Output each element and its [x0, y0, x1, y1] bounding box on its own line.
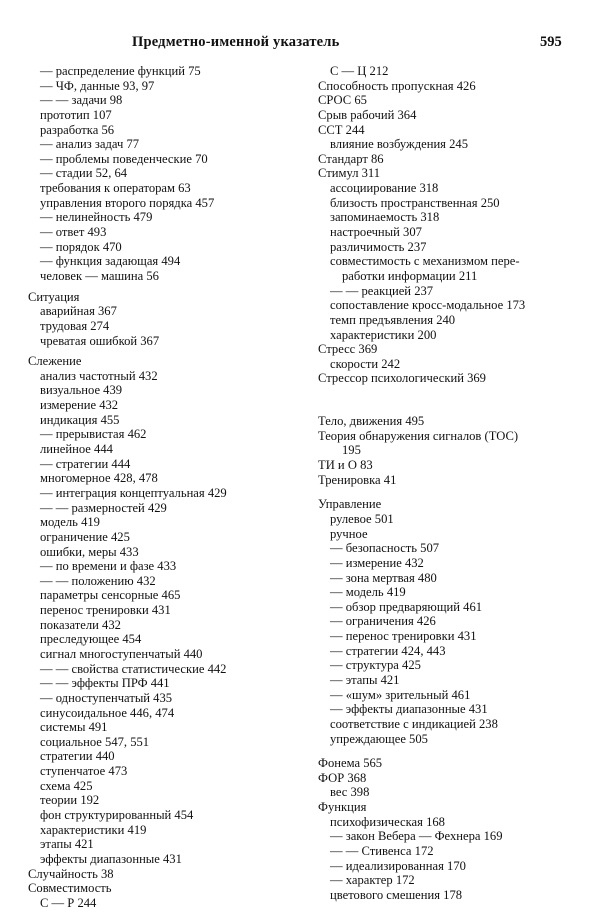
index-subentry: — прерывистая 462: [40, 427, 147, 442]
index-subentry: — обзор предваряющий 461: [330, 599, 483, 614]
index-subentry: сопоставление кросс-модальное 173: [330, 298, 526, 313]
index-heading: ТИ и О 83: [318, 458, 373, 473]
index-subentry: рулевое 501: [330, 511, 394, 526]
index-subentry: фон структурированный 454: [40, 808, 194, 823]
index-subentry: — ответ 493: [40, 225, 107, 240]
index-subentry: — ЧФ, данные 93, 97: [40, 78, 155, 93]
index-heading: СРОС 65: [318, 93, 367, 108]
index-subentry: многомерное 428, 478: [40, 471, 158, 486]
index-subentry: синусоидальное 446, 474: [40, 705, 175, 720]
index-subentry: характеристики 419: [40, 822, 147, 837]
index-subentry: — модель 419: [330, 585, 406, 600]
index-subentry: индикация 455: [40, 412, 120, 427]
index-heading: Слежение: [28, 354, 82, 369]
index-subentry: — «шум» зрительный 461: [330, 687, 471, 702]
index-subentry: — — Стивенса 172: [330, 844, 434, 859]
index-subentry: характеристики 200: [330, 327, 437, 342]
index-subentry: — — эффекты ПРФ 441: [40, 676, 170, 691]
index-subentry: чреватая ошибкой 367: [40, 333, 160, 348]
index-subentry: — безопасность 507: [330, 541, 440, 556]
index-subentry: ошибки, меры 433: [40, 544, 139, 559]
index-subentry: параметры сенсорные 465: [40, 588, 181, 603]
index-subentry: С — Ц 212: [330, 64, 389, 78]
index-subentry: — стратегии 444: [40, 456, 131, 471]
index-subentry: этапы 421: [40, 837, 94, 852]
index-subentry: совместимость с механизмом пере-: [330, 254, 520, 269]
index-subentry: требования к операторам 63: [40, 181, 191, 196]
index-subentry: — распределение функций 75: [40, 64, 201, 78]
index-heading: Стресс 369: [318, 342, 378, 357]
index-subentry: близость пространственная 250: [330, 195, 500, 210]
index-subentry: — — реакцией 237: [330, 283, 434, 298]
index-subentry: — эффекты диапазонные 431: [330, 702, 488, 717]
index-subentry: — порядок 470: [40, 239, 122, 254]
index-subentry: — измерение 432: [330, 555, 424, 570]
index-subentry: настроечный 307: [330, 225, 422, 240]
index-subentry: эффекты диапазонные 431: [40, 851, 182, 866]
index-subentry: 195: [342, 443, 361, 458]
index-subentry: аварийная 367: [40, 304, 117, 319]
index-subentry: социальное 547, 551: [40, 734, 150, 749]
index-subentry: цветового смешения 178: [330, 887, 463, 902]
index-subentry: управления второго порядка 457: [40, 195, 215, 210]
index-subentry: ручное: [330, 526, 368, 541]
index-subentry: С — Р 244: [40, 895, 97, 910]
page-number: 595: [540, 34, 562, 50]
index-subentry: — идеализированная 170: [330, 858, 466, 873]
index-subentry: модель 419: [40, 515, 100, 530]
index-heading: Тренировка 41: [318, 472, 397, 487]
index-heading: ФОР 368: [318, 770, 367, 785]
index-subentry: вес 398: [330, 785, 370, 800]
index-subentry: — стратегии 424, 443: [330, 643, 446, 658]
entry-spacer: [318, 487, 598, 497]
index-heading: Стандарт 86: [318, 151, 384, 166]
index-subentry: трудовая 274: [40, 318, 110, 333]
index-heading: Стимул 311: [318, 166, 381, 181]
index-subentry: — — задачи 98: [40, 93, 123, 108]
page-header: [0, 34, 600, 54]
index-subentry: анализ частотный 432: [40, 368, 158, 383]
index-subentry: измерение 432: [40, 398, 119, 413]
index-subentry: — структура 425: [330, 658, 421, 673]
index-subentry: соответствие с индикацией 238: [330, 716, 498, 731]
index-subentry: показатели 432: [40, 617, 121, 632]
index-subentry: — по времени и фазе 433: [40, 559, 177, 574]
index-column-left: [28, 64, 308, 911]
index-subentry: — ограничения 426: [330, 614, 436, 629]
index-subentry: темп предъявления 240: [330, 312, 456, 327]
index-subentry: схема 425: [40, 778, 93, 793]
entry-spacer: [318, 746, 598, 756]
index-subentry: — перенос тренировки 431: [330, 629, 477, 644]
index-heading: Управление: [318, 497, 382, 512]
index-heading: Тело, движения 495: [318, 414, 425, 429]
index-subentry: — этапы 421: [330, 672, 400, 687]
index-heading: ССТ 244: [318, 122, 365, 137]
index-heading: Стрессор психологический 369: [318, 371, 486, 386]
index-subentry: преследующее 454: [40, 632, 142, 647]
index-heading: Ситуация: [28, 289, 80, 304]
index-subentry: линейное 444: [40, 442, 113, 457]
index-subentry: системы 491: [40, 720, 108, 735]
index-heading: Функция: [318, 800, 367, 815]
index-subentry: прототип 107: [40, 107, 112, 122]
index-subentry: — закон Вебера — Фехнера 169: [330, 829, 503, 844]
index-subentry: различимость 237: [330, 239, 427, 254]
index-subentry: — функция задающая 494: [40, 254, 181, 269]
index-heading: Случайность 38: [28, 866, 114, 881]
index-subentry: визуальное 439: [40, 383, 123, 398]
index-subentry: ассоциирование 318: [330, 181, 439, 196]
index-heading: Теория обнаружения сигналов (ТОС): [318, 428, 519, 443]
index-column-right: [318, 64, 598, 903]
index-subentry: запоминаемость 318: [330, 210, 440, 225]
entry-spacer: [318, 386, 598, 414]
index-subentry: — нелинейность 479: [40, 210, 153, 225]
index-subentry: — интеграция концептуальная 429: [40, 485, 227, 500]
index-subentry: — зона мертвая 480: [330, 570, 437, 585]
index-subentry: разработка 56: [40, 122, 115, 137]
index-subentry: — — свойства статистические 442: [40, 661, 227, 676]
index-subentry: — — положению 432: [40, 573, 156, 588]
index-heading: Совместимость: [28, 881, 112, 896]
index-subentry: сигнал многоступенчатый 440: [40, 646, 203, 661]
index-subentry: — проблемы поведенческие 70: [40, 151, 208, 166]
index-subentry: — стадии 52, 64: [40, 166, 128, 181]
index-subentry: человек — машина 56: [40, 268, 159, 283]
index-subentry: ступенчатое 473: [40, 764, 128, 779]
index-subentry: психофизическая 168: [330, 814, 445, 829]
index-heading: Способность пропускная 426: [318, 78, 476, 93]
index-subentry: ограничение 425: [40, 529, 130, 544]
index-subentry: упреждающее 505: [330, 731, 428, 746]
running-title: Предметно-именной указатель: [132, 34, 340, 50]
index-subentry: — характер 172: [330, 873, 415, 888]
index-subentry: — одноступенчатый 435: [40, 690, 173, 705]
index-subentry: теории 192: [40, 793, 100, 808]
index-heading: Срыв рабочий 364: [318, 107, 417, 122]
index-subentry: скорости 242: [330, 356, 401, 371]
index-subentry: работки информации 211: [342, 268, 478, 283]
index-subentry: влияние возбуждения 245: [330, 137, 469, 152]
index-subentry: — анализ задач 77: [40, 137, 140, 152]
index-subentry: — — размерностей 429: [40, 500, 167, 515]
index-subentry: стратегии 440: [40, 749, 115, 764]
index-subentry: перенос тренировки 431: [40, 603, 171, 618]
index-heading: Фонема 565: [318, 756, 383, 771]
